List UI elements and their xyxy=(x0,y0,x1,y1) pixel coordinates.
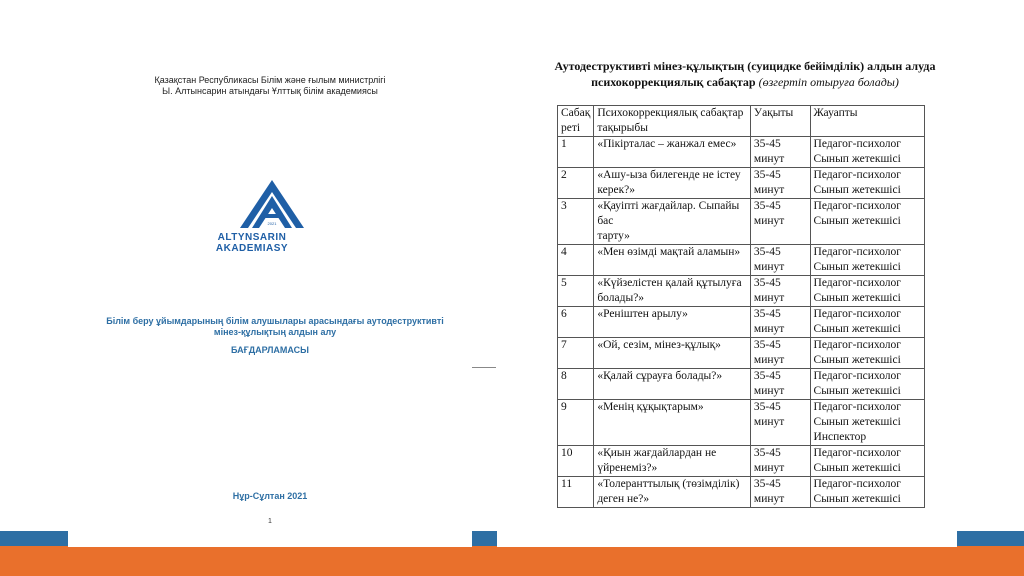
lesson-topic xyxy=(594,400,751,446)
bottom-orange-band xyxy=(0,546,1024,576)
lesson-topic-line: «Ашу-ыза билегенде не істеу xyxy=(597,169,741,181)
logo-wordmark xyxy=(202,232,302,254)
lesson-responsible-line: Педагог-психолог xyxy=(813,138,901,150)
divider-line xyxy=(472,367,496,368)
lesson-duration-line: 35-45 xyxy=(753,308,781,320)
lesson-number: 1 xyxy=(558,137,594,168)
lesson-duration xyxy=(750,168,810,199)
table-row xyxy=(558,338,925,369)
ministry-line-1: Қазақстан Республикасы Білім және ғылым министрлігі xyxy=(154,75,386,85)
lesson-responsible-line: Сынып жетекшісі xyxy=(813,385,901,397)
lesson-topic-line: «Пікірталас – жанжал емес» xyxy=(597,138,737,150)
table-row xyxy=(558,276,925,307)
lesson-responsible-line: Инспектор xyxy=(813,431,867,443)
lesson-number: 5 xyxy=(558,276,594,307)
lesson-responsible xyxy=(810,446,924,477)
lesson-topic xyxy=(594,276,751,307)
table-row xyxy=(558,245,925,276)
lesson-duration xyxy=(750,199,810,245)
lesson-responsible-line: Педагог-психолог xyxy=(813,401,901,413)
lesson-duration xyxy=(750,307,810,338)
lesson-responsible xyxy=(810,137,924,168)
lesson-duration xyxy=(750,369,810,400)
header-responsible-line: Жауапты xyxy=(813,107,858,119)
lessons-table xyxy=(557,105,925,508)
lesson-topic-line: «Толеранттылық (төзімділік) xyxy=(597,478,740,490)
lesson-duration-line: 35-45 xyxy=(753,277,781,289)
table-row xyxy=(558,446,925,477)
lesson-topic xyxy=(594,307,751,338)
lesson-duration-line: 35-45 xyxy=(753,169,781,181)
lesson-responsible-line: Сынып жетекшісі xyxy=(813,184,901,196)
lesson-responsible-line: Сынып жетекшісі xyxy=(813,462,901,474)
lessons-title-note: (өзгертіп отыруға болады) xyxy=(758,75,899,89)
lesson-number: 2 xyxy=(558,168,594,199)
lesson-responsible xyxy=(810,199,924,245)
lesson-responsible-line: Сынып жетекшісі xyxy=(813,493,901,505)
lesson-responsible xyxy=(810,400,924,446)
lesson-responsible-line: Сынып жетекшісі xyxy=(813,354,901,366)
lesson-responsible-line: Сынып жетекшісі xyxy=(813,153,901,165)
lesson-responsible-line: Педагог-психолог xyxy=(813,308,901,320)
lesson-number: 8 xyxy=(558,369,594,400)
lessons-title-line-2: психокоррекциялық сабақтар xyxy=(591,75,756,89)
table-row xyxy=(558,400,925,446)
lesson-responsible-line: Сынып жетекшісі xyxy=(813,292,901,304)
header-time-line: Уақыты xyxy=(753,107,794,119)
lesson-duration-line: 35-45 xyxy=(753,138,781,150)
table-row xyxy=(558,369,925,400)
logo-year: 2021 xyxy=(267,221,277,226)
lesson-duration-line: минут xyxy=(753,462,785,474)
lesson-number: 11 xyxy=(558,477,594,508)
lesson-duration-line: минут xyxy=(753,215,785,227)
lesson-number: 10 xyxy=(558,446,594,477)
lesson-duration-line: минут xyxy=(753,354,785,366)
lesson-duration-line: минут xyxy=(753,261,785,273)
program-title xyxy=(78,316,472,338)
logo-line-1: ALTYNSARIN xyxy=(217,232,287,243)
lesson-duration xyxy=(750,477,810,508)
lesson-duration xyxy=(750,400,810,446)
lesson-duration-line: минут xyxy=(753,153,785,165)
lesson-responsible xyxy=(810,369,924,400)
lesson-topic xyxy=(594,137,751,168)
header-number-line: Сабақ xyxy=(561,107,591,119)
lesson-duration-line: минут xyxy=(753,323,785,335)
lesson-duration-line: 35-45 xyxy=(753,339,781,351)
lesson-number: 3 xyxy=(558,199,594,245)
table-row xyxy=(558,137,925,168)
page-number: 1 xyxy=(268,518,272,525)
bottom-blue-accent-right xyxy=(957,531,1024,546)
table-row xyxy=(558,199,925,245)
header-number xyxy=(558,106,594,137)
lesson-responsible xyxy=(810,276,924,307)
lesson-responsible-line: Педагог-психолог xyxy=(813,370,901,382)
lesson-duration-line: 35-45 xyxy=(753,370,781,382)
lesson-duration-line: 35-45 xyxy=(753,401,781,413)
lesson-responsible-line: Педагог-психолог xyxy=(813,200,901,212)
lesson-topic-line: тарту» xyxy=(597,230,630,242)
lesson-duration xyxy=(750,245,810,276)
lesson-topic-line: «Менің құқықтарым» xyxy=(597,401,704,413)
lesson-number: 6 xyxy=(558,307,594,338)
lessons-title xyxy=(550,58,940,90)
lesson-topic-line: «Реніштен арылу» xyxy=(597,308,688,320)
lesson-duration xyxy=(750,276,810,307)
lesson-duration-line: минут xyxy=(753,385,785,397)
lesson-responsible-line: Педагог-психолог xyxy=(813,169,901,181)
header-topic-line: тақырыбы xyxy=(597,122,648,134)
table-row xyxy=(558,168,925,199)
lesson-responsible xyxy=(810,477,924,508)
lesson-duration-line: 35-45 xyxy=(753,478,781,490)
lesson-topic-line: деген не?» xyxy=(597,493,650,505)
lesson-topic-line: «Мен өзімді мақтай аламын» xyxy=(597,246,741,258)
cover-page xyxy=(68,40,472,547)
header-number-line: реті xyxy=(561,122,581,134)
lesson-duration-line: минут xyxy=(753,292,785,304)
header-topic xyxy=(594,106,751,137)
city-year: Нұр-Сұлтан 2021 xyxy=(232,491,308,501)
program-title-line-2: мінез-құлықтың алдын алу xyxy=(213,327,337,337)
lesson-topic xyxy=(594,245,751,276)
lesson-number: 7 xyxy=(558,338,594,369)
lesson-number: 4 xyxy=(558,245,594,276)
lesson-number: 9 xyxy=(558,400,594,446)
lesson-topic xyxy=(594,199,751,245)
altynsarin-logo-icon xyxy=(240,180,304,232)
lesson-topic-line: «Күйзелістен қалай құтылуға xyxy=(597,277,742,289)
header-time xyxy=(750,106,810,137)
lesson-duration-line: минут xyxy=(753,184,785,196)
lesson-duration xyxy=(750,137,810,168)
table-body xyxy=(558,137,925,508)
lesson-duration-line: 35-45 xyxy=(753,447,781,459)
lesson-responsible-line: Сынып жетекшісі xyxy=(813,416,901,428)
lesson-duration-line: 35-45 xyxy=(753,200,781,212)
program-subtitle: БАҒДАРЛАМАСЫ xyxy=(231,345,309,355)
table-row xyxy=(558,307,925,338)
lesson-responsible-line: Сынып жетекшісі xyxy=(813,323,901,335)
bottom-blue-accent-left xyxy=(0,531,68,546)
lesson-topic-line: «Қиын жағдайлардан не xyxy=(597,447,717,459)
table-row xyxy=(558,477,925,508)
logo-line-2: AKADEMIASY xyxy=(215,243,289,254)
lesson-responsible-line: Педагог-психолог xyxy=(813,339,901,351)
header-responsible xyxy=(810,106,924,137)
lessons-page xyxy=(497,40,957,547)
lesson-topic-line: болады?» xyxy=(597,292,645,304)
bottom-blue-accent-middle xyxy=(472,531,497,546)
lesson-duration xyxy=(750,446,810,477)
lesson-duration-line: 35-45 xyxy=(753,246,781,258)
lesson-responsible-line: Педагог-психолог xyxy=(813,246,901,258)
lesson-topic xyxy=(594,477,751,508)
lesson-responsible xyxy=(810,245,924,276)
lesson-topic xyxy=(594,446,751,477)
lesson-responsible xyxy=(810,168,924,199)
lessons-title-line-1: Аутодеструктивті мінез-құлықтың (суицидке бейімділік) алдын алуда xyxy=(554,59,936,73)
lesson-responsible-line: Педагог-психолог xyxy=(813,478,901,490)
lesson-topic-line: «Ой, сезім, мінез-құлық» xyxy=(597,339,721,351)
lesson-topic-line: үйренеміз?» xyxy=(597,462,658,474)
lesson-topic xyxy=(594,168,751,199)
lesson-topic-line: «Қауіпті жағдайлар. Сыпайы бас xyxy=(597,200,740,227)
program-title-line-1: Білім беру ұйымдарының білім алушылары арасындағы аутодеструктивті xyxy=(106,316,444,326)
lesson-duration-line: минут xyxy=(753,416,785,428)
lesson-topic-line: «Қалай сұрауға болады?» xyxy=(597,370,723,382)
table-header-row xyxy=(558,106,925,137)
lesson-topic xyxy=(594,369,751,400)
lesson-responsible-line: Педагог-психолог xyxy=(813,447,901,459)
lesson-topic-line: керек?» xyxy=(597,184,636,196)
lesson-topic xyxy=(594,338,751,369)
lesson-responsible xyxy=(810,307,924,338)
ministry-header xyxy=(68,75,472,97)
lesson-duration-line: минут xyxy=(753,493,785,505)
lesson-responsible xyxy=(810,338,924,369)
lesson-responsible-line: Педагог-психолог xyxy=(813,277,901,289)
header-topic-line: Психокоррекциялық сабақтар xyxy=(597,107,744,119)
lesson-responsible-line: Сынып жетекшісі xyxy=(813,215,901,227)
lesson-responsible-line: Сынып жетекшісі xyxy=(813,261,901,273)
lesson-duration xyxy=(750,338,810,369)
ministry-line-2: Ы. Алтынсарин атындағы Ұлттық білім академиясы xyxy=(162,86,378,96)
